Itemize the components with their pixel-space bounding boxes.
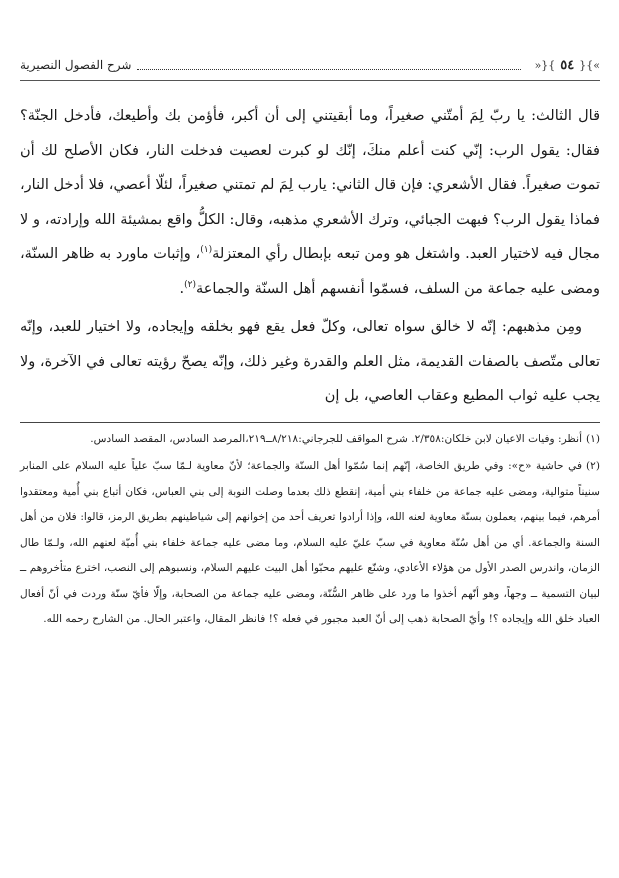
paragraph-1-text: قال الثالث: يا ربّ لِمَ أمتّني صغيراً، وما أبقيتني إلى أن أكبر، فأؤمن بك وأطيعك، فأدخل الجنّة؟ فقال: يقول الرب: إنّي كنت أعلم منكَ، إنّك لو كبرت لعصيت فدخلت النار، فكان الأصلح لك أن تموت صغيراً. فقال الأشعري: فإن قال الثاني: يارب لِمَ لم تمتني صغيراً، لئلّا أعصي، فلا أدخل النار، فماذا يقول الرب؟ فبهت الجبائي، وترك الأشعري مذهبه، وقال: الكلُّ واقع بمشيئة الله وإرادته، و لا مجال فيه لاختيار العبد. واشتغل هو ومن تبعه بإبطال رأي المعتزلة	[20, 108, 600, 262]
paragraph-1-continuation: ، وإثبات ماورد به ظاهر السنّة، ومضى عليه جماعة من السلف، فسمّوا أنفسهم أهل السنّة والجماعة	[20, 246, 600, 297]
book-title: شرح الفصول النصيرية	[20, 58, 132, 72]
footnote-2-text: في حاشية «ح»: وفي طريق الخاصة، إنّهم إنما سُمّوا أهل السنّة والجماعة؛ لأنّ معاوية لـمّا سبّ علياً عليه السلام على المنابر سنيناً متوالية، ومضى عليه جماعة من خلفاء بني أمية، إنقطع ذلك بعدما وصلت النوبة إلى بني العباس، فكان أتباع بني أُمية ومعتقدوا أمرهم، فيما بينهم، يعملون بسنّة معاوية لعنه الله، وإذا أرادوا تعريف أحد من إخوانهم إلى شياطينهم بطريق الرمز، قالوا: فلان من أهل السنة والجماعة. أي من أهل سُنّة معاوية في سبّ عليّ عليه السلام، وما مضى عليه جماعة خلفاء بني أُميّة لعنهم الله، ولـمّا طال الزمان، واندرس الصدر الأول من هؤلاء الأعادي، وشنّع عليهم محبّوا أهل البيت عليهم السلام، ونسبوهم إلى النصب، اخترع متأخروهم ــ لبيان التسمية ــ وجهاً، وهو أنّهم أخذوا ما ورد على ظاهر السُّنّة، ومضى عليه جماعة من الصحابة، وإلّا فأيّ سنّة وردت في أنّ أفعال العباد خلق الله وإيجاده ؟! وأيّ الصحابة ذهب إلى أنّ العبد مجبور في فعله ؟! فانظر المقال، واعتبر الحال. من الشارح رحمه الله.	[20, 460, 600, 625]
footnote-1	[20, 427, 600, 453]
footnote-2-label: (٢)	[586, 460, 600, 472]
footnote-1-label: (١)	[586, 432, 600, 445]
footnote-2	[20, 454, 600, 633]
page-ornament-right: »}{	[579, 58, 600, 72]
footnote-ref-2[interactable]: (٢)	[184, 279, 196, 290]
paragraph-1	[20, 99, 600, 306]
main-text	[20, 99, 600, 414]
paragraph-2: ومِن مذهبهم: إنّه لا خالق سواه تعالى، وكلّ فعل يقع فهو بخلقه وإيجاده، ولا اختيار للعبد، وإنّه تعالى متّصف بالصفات القديمة، مثل العلم والقدرة وغير ذلك، وإنّه يصحّ رؤيته تعالى في الآخرة، ولا يجب عليه ثواب المطيع وعقاب العاصي، بل إن	[20, 319, 600, 404]
footnote-ref-1[interactable]: (١)	[200, 245, 213, 256]
running-header	[20, 52, 600, 81]
page-number: ٥٤	[560, 57, 575, 73]
footnote-separator	[20, 422, 600, 423]
document-page	[20, 52, 600, 862]
footnotes	[20, 427, 600, 633]
page-number-block	[535, 58, 600, 73]
header-dot-leader	[137, 61, 520, 70]
paragraph-1-end: .	[179, 280, 185, 297]
footnote-1-text: أنظر: وفيات الاعيان لابن خلكان:٢/٣٥٨. شرح المواقف للجرجاني:٨/٢١٨ــ٢١٩،المرصد السادس، المقصد السادس.	[90, 432, 583, 445]
page-ornament-left: }{«	[534, 58, 556, 72]
